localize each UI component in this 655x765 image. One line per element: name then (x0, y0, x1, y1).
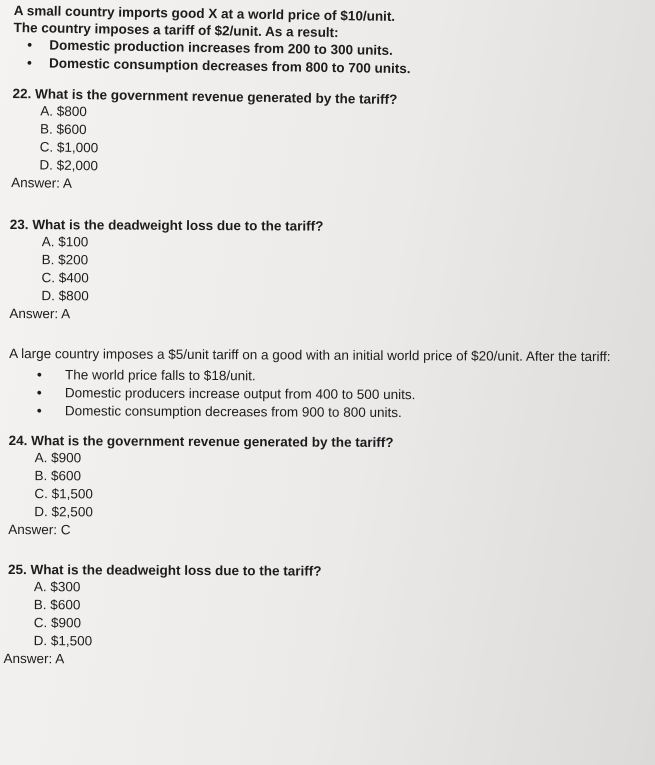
option: A. $900 (34, 450, 82, 466)
options (11, 102, 647, 184)
question-25 (3, 561, 648, 671)
option: C. $1,500 (34, 486, 93, 502)
answer: Answer: A (11, 174, 73, 191)
intro-2-bullet: • Domestic producers increase output from 400 to 500 units. (65, 384, 649, 405)
options (8, 449, 648, 524)
option: D. $1,500 (33, 633, 93, 649)
question-23 (9, 216, 650, 326)
question-text: 25. What is the deadweight loss due to the tariff? (7, 561, 322, 579)
question-22 (11, 85, 648, 202)
intro-line-1: A small country imports good X at a world price of $10/unit. (13, 2, 396, 24)
option: C. $900 (33, 615, 82, 631)
intro-2-bullets (9, 366, 649, 423)
option: C. $400 (41, 270, 89, 286)
question-24 (8, 432, 649, 542)
lower-section (3, 190, 649, 671)
option: C. $1,000 (39, 139, 99, 156)
option: B. $600 (39, 121, 87, 138)
question-text: 24. What is the government revenue generated by the tariff? (8, 432, 394, 451)
option: D. $2,000 (39, 157, 99, 174)
intro-2-bullet: • The world price falls to $18/unit. (65, 366, 649, 387)
option: A. $800 (40, 103, 87, 120)
answer: Answer: A (3, 650, 65, 667)
option: A. $100 (41, 234, 89, 250)
intro-line-2: The country imposes a tariff of $2/unit. As a result: (13, 19, 339, 41)
option: B. $200 (41, 252, 89, 268)
option: B. $600 (33, 597, 81, 613)
answer: Answer: C (8, 521, 71, 538)
options (9, 233, 649, 308)
option: B. $600 (34, 468, 82, 484)
upper-section (11, 2, 649, 202)
intro-bullet: • Domestic production increases from 200 to 300 units. (49, 37, 648, 64)
option: D. $800 (41, 288, 89, 304)
answer: Answer: A (9, 305, 71, 322)
option: D. $2,500 (34, 504, 93, 520)
intro-2-text: A large country imposes a $5/unit tariff on a good with an initial world price of $20/unit. After the tariff: (9, 345, 611, 365)
intro-2-bullet: • Domestic consumption decreases from 900 to 800 units. (65, 402, 649, 423)
question-text: 23. What is the deadweight loss due to the tariff? (9, 216, 324, 234)
options (8, 578, 648, 653)
intro-bullet: • Domestic consumption decreases from 800 to 700 units. (49, 54, 648, 81)
question-text: 22. What is the government revenue generated by the tariff? (12, 85, 398, 108)
option: A. $300 (33, 579, 81, 595)
